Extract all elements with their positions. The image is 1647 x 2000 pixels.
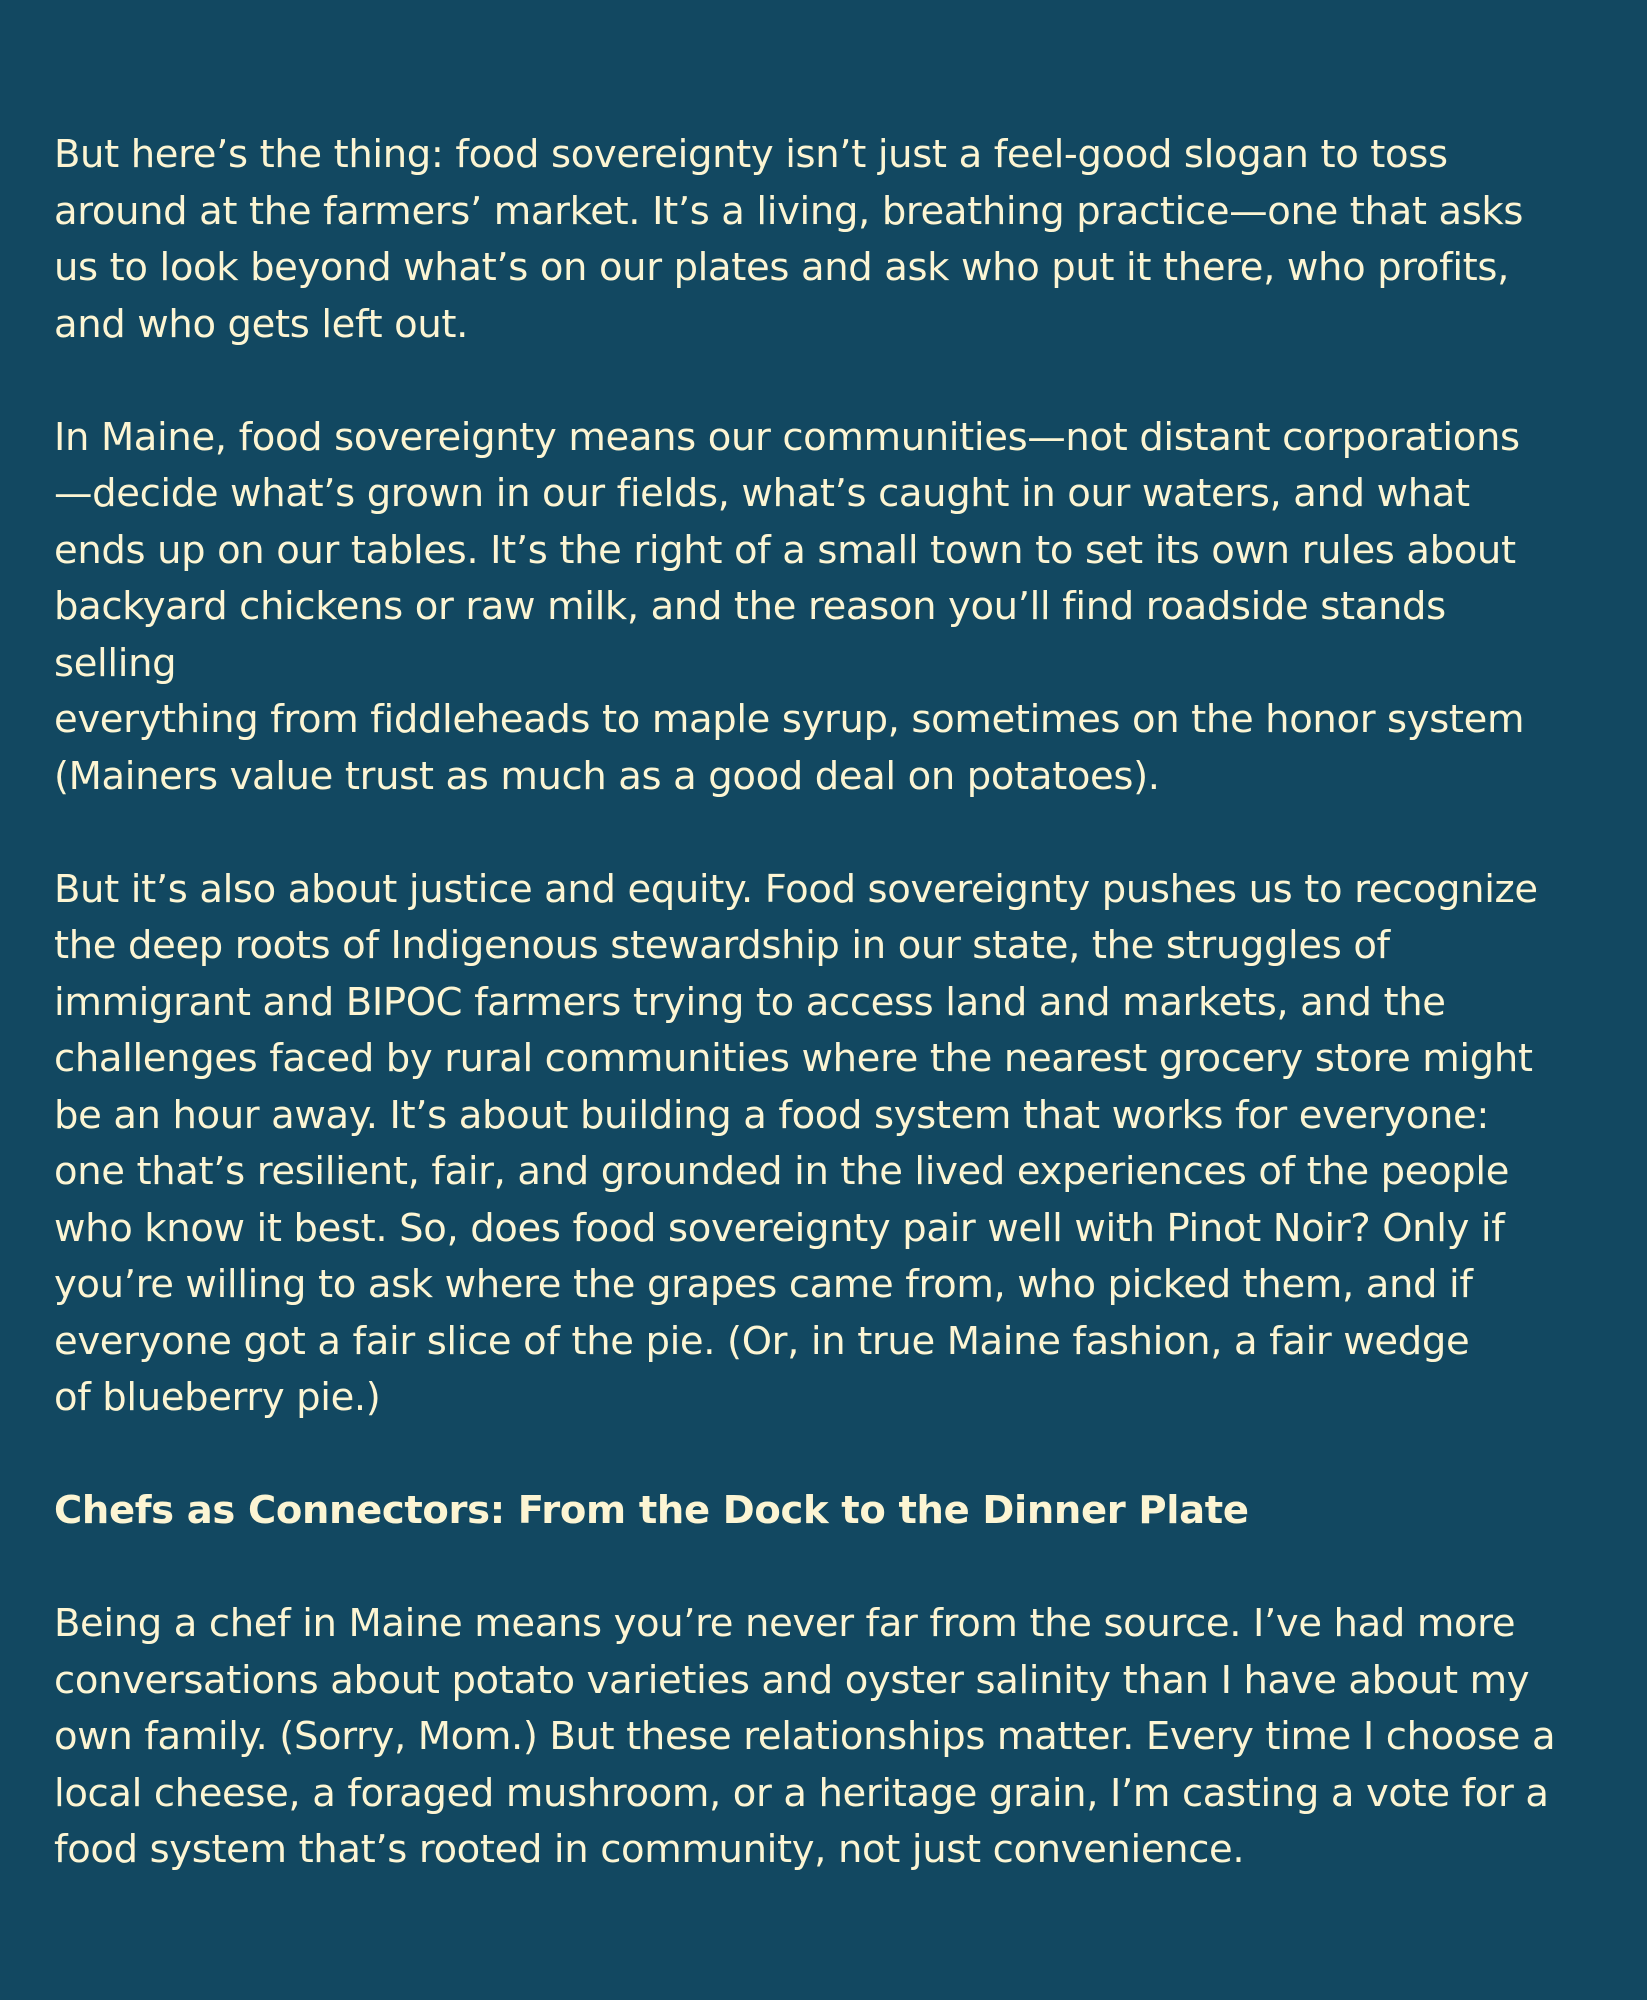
text-line: conversations about potato varieties and oyster salinity than I have about my <box>54 1657 1530 1703</box>
text-line: immigrant and BIPOC farmers trying to access land and markets, and the <box>54 979 1446 1025</box>
text-line: But here’s the thing: food sovereignty isn’t just a feel-good slogan to toss <box>54 132 1448 177</box>
text-line: backyard chickens or raw milk, and the reason you’ll find roadside stands <box>54 584 1446 629</box>
paragraph-gap <box>54 805 1614 862</box>
text-line: (Mainers value trust as much as a good deal on potatoes). <box>54 753 1160 799</box>
text-line: ends up on our tables. It’s the right of a small town to set its own rules about <box>54 527 1516 573</box>
text-line: us to look beyond what’s on our plates and ask who put it there, who profits, <box>54 245 1510 290</box>
paragraph-food-sovereignty-intro <box>54 127 1614 353</box>
paragraph-justice-equity <box>54 862 1614 1427</box>
text-line: one that’s resilient, fair, and grounded in the lived experiences of the people <box>54 1149 1510 1194</box>
text-line: own family. (Sorry, Mom.) But these relationships matter. Every time I choose a <box>54 1714 1556 1759</box>
text-line: who know it best. So, does food sovereignty pair well with Pinot Noir? Only if <box>54 1205 1505 1251</box>
text-line: selling <box>54 640 177 686</box>
text-line: —decide what’s grown in our fields, what’s caught in our waters, and what <box>54 471 1470 516</box>
text-line: around at the farmers’ market. It’s a living, breathing practice—one that asks <box>54 188 1524 234</box>
text-line: be an hour away. It’s about building a food system that works for everyone: <box>54 1092 1490 1138</box>
section-heading <box>54 1483 1614 1540</box>
text-line: But it’s also about justice and equity. Food sovereignty pushes us to recognize <box>54 866 1538 912</box>
text-line: In Maine, food sovereignty means our communities—not distant corporations <box>54 414 1520 460</box>
text-line: local cheese, a foraged mushroom, or a heritage grain, I’m casting a vote for a <box>54 1770 1549 1816</box>
text-line: and who gets left out. <box>54 301 469 347</box>
text-line: everyone got a fair slice of the pie. (Or, in true Maine fashion, a fair wedge <box>54 1318 1470 1364</box>
paragraph-gap <box>54 353 1614 410</box>
text-line: of blueberry pie.) <box>54 1375 381 1420</box>
text-line: Being a chef in Maine means you’re never far from the source. I’ve had more <box>54 1601 1516 1646</box>
paragraph-maine-sovereignty <box>54 410 1614 806</box>
article-body <box>54 127 1614 1879</box>
paragraph-gap <box>54 1540 1614 1597</box>
text-line: you’re willing to ask where the grapes came from, who picked them, and if <box>54 1262 1473 1307</box>
paragraph-gap <box>54 1427 1614 1484</box>
text-line: challenges faced by rural communities where the nearest grocery store might <box>54 1036 1533 1081</box>
text-line: food system that’s rooted in community, not just convenience. <box>54 1827 1245 1872</box>
section-heading-text: Chefs as Connectors: From the Dock to the Dinner Plate <box>54 1488 1249 1533</box>
paragraph-chefs-connectors <box>54 1596 1614 1879</box>
text-line: the deep roots of Indigenous stewardship in our state, the struggles of <box>54 923 1390 968</box>
text-line: everything from fiddleheads to maple syrup, sometimes on the honor system <box>54 697 1525 742</box>
